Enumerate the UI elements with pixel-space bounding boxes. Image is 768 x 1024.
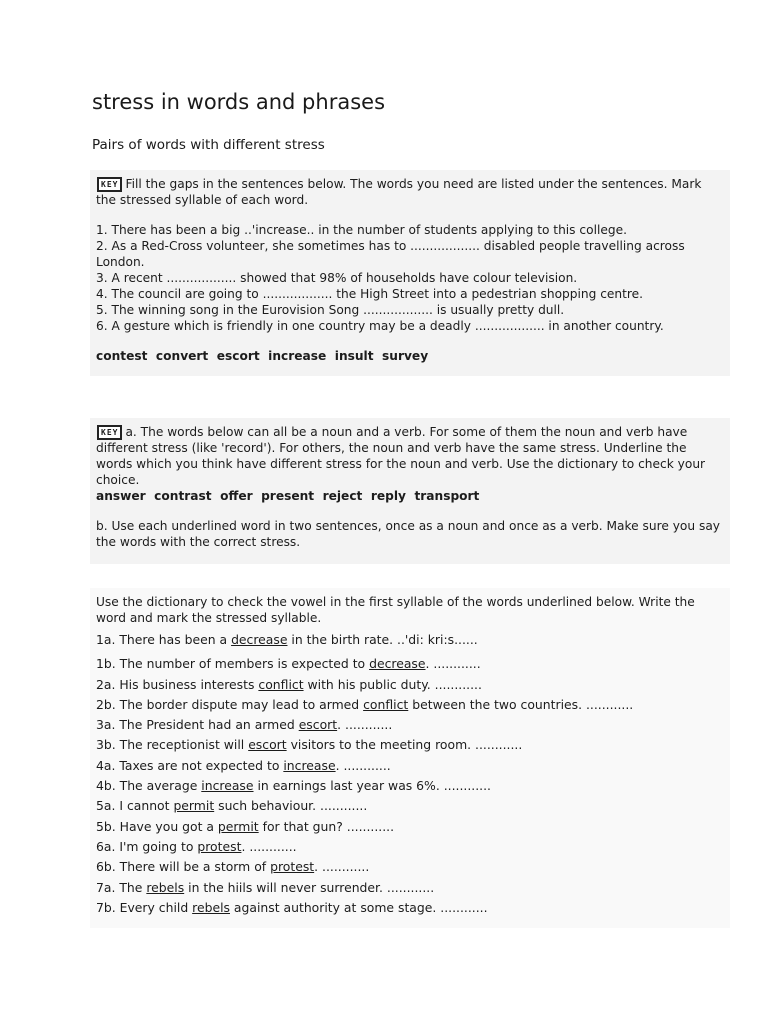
item-text: visitors to the meeting room. ............ xyxy=(286,737,523,753)
underlined-word: escort xyxy=(248,737,287,753)
page-title: stress in words and phrases xyxy=(92,90,386,114)
sentence: 1. There has been a big ..'increase.. in the number of students applying to this college. xyxy=(96,223,627,237)
item-text: 3b. The receptionist will xyxy=(96,737,249,753)
exercise-item xyxy=(96,878,722,898)
exercise-item xyxy=(96,898,722,918)
item-text: . ............ xyxy=(335,757,391,773)
item-text: 6b. There will be a storm of xyxy=(96,859,271,875)
exercise-item xyxy=(96,715,722,735)
exercise-3 xyxy=(90,588,730,928)
underlined-word: decrease xyxy=(369,656,426,672)
exercise-item xyxy=(96,675,722,695)
underlined-word: protest xyxy=(197,838,242,854)
answer-key-icon[interactable]: KEY xyxy=(98,426,121,439)
exercise-1-instructions-text: Fill the gaps in the sentences below. The words you need are listed under the sentences. Mark the stressed syllable of each word. xyxy=(96,177,702,207)
underlined-word: rebels xyxy=(146,879,185,895)
exercise-2 xyxy=(90,418,730,564)
sentence: 4. The council are going to .................. the High Street into a pedestrian shopping centre. xyxy=(96,287,644,301)
item-text: 2a. His business interests xyxy=(96,676,259,692)
word-list: answer contrast offer present reject reply transport xyxy=(96,489,480,503)
item-text: with his public duty. ............ xyxy=(303,676,482,692)
item-text: 5b. Have you got a xyxy=(96,818,218,834)
exercise-item xyxy=(96,857,722,877)
exercise-1-instructions xyxy=(96,176,722,208)
underlined-word: conflict xyxy=(363,696,409,712)
sentence: 3. A recent .................. showed that 98% of households have colour television. xyxy=(96,271,578,285)
exercise-item xyxy=(96,796,722,816)
item-text: 7b. Every child xyxy=(96,899,193,915)
exercise-item xyxy=(96,776,722,796)
item-text: in the birth rate. ..'di: kri:s...... xyxy=(287,632,478,647)
exercise-item xyxy=(96,630,722,650)
sentence: 5. The winning song in the Eurovision Song .................. is usually pretty dull. xyxy=(96,303,565,317)
answer-key-icon[interactable]: KEY xyxy=(98,178,121,191)
exercise-item xyxy=(96,695,722,715)
exercise-item xyxy=(96,654,722,674)
exercise-item xyxy=(96,837,722,857)
exercise-2a-instructions xyxy=(96,424,722,488)
exercise-item xyxy=(96,817,722,837)
item-text: against authority at some stage. ............ xyxy=(229,899,488,915)
underlined-word: increase xyxy=(283,757,336,773)
item-text: 3a. The President had an armed xyxy=(96,717,299,733)
sentence: 6. A gesture which is friendly in one country may be a deadly .................. in another country. xyxy=(96,319,664,333)
underlined-word: rebels xyxy=(192,899,230,915)
item-text: . ............ xyxy=(241,838,297,854)
underlined-word: increase xyxy=(201,778,254,794)
exercise-2a-instructions-text: a. The words below can all be a noun and a verb. For some of them the noun and verb have different stress (like 'record'). For others, the noun and verb have the same stress. Underline the words which you think have different stress for the noun and verb. Use the dictionary to check your choice. xyxy=(96,425,706,487)
item-text: 1b. The number of members is expected to xyxy=(96,656,370,672)
exercise-3-instructions: Use the dictionary to check the vowel in the first syllable of the words underlined below. Write the word and mark the stressed syllable. xyxy=(96,595,695,625)
item-text: in earnings last year was 6%. ............ xyxy=(253,778,491,794)
exercise-1 xyxy=(90,170,730,376)
exercise-item xyxy=(96,756,722,776)
sentence: 2. As a Red-Cross volunteer, she sometimes has to .................. disabled people travelling across London. xyxy=(96,239,685,269)
item-text: in the hiils will never surrender. ............ xyxy=(184,879,435,895)
underlined-word: protest xyxy=(270,859,315,875)
item-text: 2b. The border dispute may lead to armed xyxy=(96,696,364,712)
item-text: 6a. I'm going to xyxy=(96,838,198,854)
underlined-word: permit xyxy=(173,798,215,814)
item-text: 5a. I cannot xyxy=(96,798,174,814)
page-subtitle: Pairs of words with different stress xyxy=(92,137,325,153)
underlined-word: escort xyxy=(298,717,338,733)
item-text: . ............ xyxy=(337,717,393,733)
underlined-word: conflict xyxy=(258,676,304,692)
exercise-2b-instructions: b. Use each underlined word in two sentences, once as a noun and once as a verb. Make sure you say the words with the correct stress. xyxy=(96,519,721,549)
item-text: 4a. Taxes are not expected to xyxy=(96,757,284,773)
exercise-item xyxy=(96,735,722,755)
underlined-word: permit xyxy=(217,818,259,834)
item-text: 4b. The average xyxy=(96,778,202,794)
item-text: for that gun? ............ xyxy=(258,818,395,834)
item-text: 1a. There has been a xyxy=(96,632,232,647)
item-text: between the two countries. ............ xyxy=(408,696,634,712)
item-text: . ............ xyxy=(314,859,370,875)
word-list: contest convert escort increase insult survey xyxy=(96,349,429,363)
item-text: . ............ xyxy=(425,656,481,672)
underlined-word: decrease xyxy=(231,632,288,647)
item-text: 7a. The xyxy=(96,879,147,895)
item-text: such behaviour. ............ xyxy=(214,798,368,814)
